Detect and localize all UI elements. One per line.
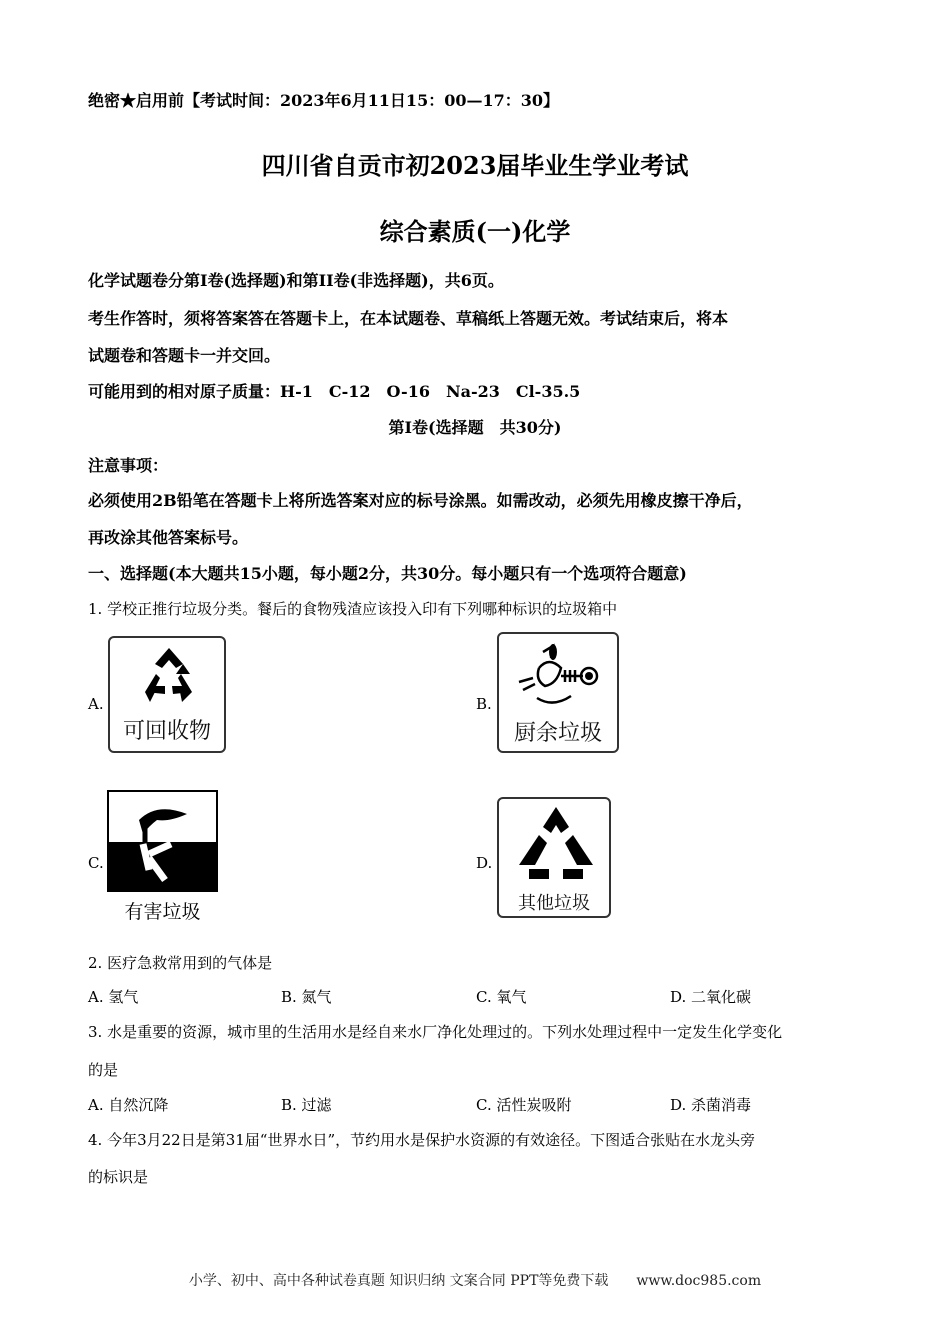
q3-option-c: C. 活性炭吸附 <box>476 1096 572 1114</box>
notice-title: 注意事项： <box>88 456 169 475</box>
q4-stem-line-1: 4. 今年3月22日是第31届“世界水日”，节约用水是保护水资源的有效途径。下图适合张贴在水龙头旁 <box>88 1131 756 1149</box>
section-heading: 第I卷(选择题 共30分) <box>388 418 562 437</box>
part-heading: 一、选择题(本大题共15小题，每小题2分，共30分。每小题只有一个选项符合题意) <box>88 564 687 583</box>
intro-line-3: 试题卷和答题卡一并交回。 <box>88 346 281 365</box>
q2-option-a: A. 氢气 <box>88 988 139 1006</box>
intro-line-1: 化学试题卷分第I卷(选择题)和第II卷(非选择题)，共6页。 <box>88 271 504 290</box>
footer-text: 小学、初中、高中各种试卷真题 知识归纳 文案合同 PPT等免费下载 www.doc985.com <box>188 1273 762 1289</box>
hazardous-icon <box>109 792 216 890</box>
exam-time-line: 绝密★启用前【考试时间：2023年6月11日15：00—17：30】 <box>88 91 559 110</box>
q3-stem-line-2: 的是 <box>88 1061 119 1079</box>
q3-option-d: D. 杀菌消毒 <box>670 1096 752 1114</box>
q4-stem-line-2: 的标识是 <box>88 1168 149 1186</box>
q1-option-d-letter: D. <box>476 854 493 872</box>
q2-option-d: D. 二氧化碳 <box>670 988 752 1006</box>
exam-subtitle: 综合素质(一)化学 <box>379 217 571 246</box>
q2-option-b: B. 氮气 <box>281 988 332 1006</box>
q1-option-a-sign[interactable] <box>108 636 226 753</box>
atomic-mass-line: 可能用到的相对原子质量：H-1 C-12 O-16 Na-23 Cl-35.5 <box>88 382 581 401</box>
recycle-icon <box>110 644 228 714</box>
q1-option-b-label: 厨余垃圾 <box>513 721 602 746</box>
exam-title: 四川省自贡市初2023届毕业生学业考试 <box>261 151 689 180</box>
q1-option-b-letter: B. <box>476 695 492 713</box>
q2-option-c: C. 氧气 <box>476 988 527 1006</box>
q1-option-a-label: 可回收物 <box>122 719 211 744</box>
q3-option-a: A. 自然沉降 <box>88 1096 169 1114</box>
q1-option-c-label: 有害垃圾 <box>124 901 201 923</box>
notice-line-1: 必须使用2B铅笔在答题卡上将所选答案对应的标号涂黑。如需改动，必须先用橡皮擦干净后， <box>88 491 753 510</box>
q1-option-b-sign[interactable] <box>497 632 619 753</box>
q3-stem-line-1: 3. 水是重要的资源，城市里的生活用水是经自来水厂净化处理过的。下列水处理过程中一定发生化学变化 <box>88 1023 783 1041</box>
food-waste-icon <box>499 638 621 718</box>
q1-option-d-label: 其他垃圾 <box>518 893 590 914</box>
q2-stem: 2. 医疗急救常用到的气体是 <box>88 954 273 972</box>
q1-option-c-letter: C. <box>88 854 104 872</box>
q1-option-a-letter: A. <box>88 695 104 713</box>
q1-option-c-sign[interactable] <box>107 790 218 892</box>
notice-line-2: 再改涂其他答案标号。 <box>88 528 249 547</box>
intro-line-2: 考生作答时，须将答案答在答题卡上，在本试题卷、草稿纸上答题无效。考试结束后，将本 <box>88 309 729 328</box>
other-waste-icon <box>499 801 613 887</box>
q1-option-d-sign[interactable] <box>497 797 611 918</box>
q3-option-b: B. 过滤 <box>281 1096 332 1114</box>
q1-stem: 1. 学校正推行垃圾分类。餐后的食物残渣应该投入印有下列哪种标识的垃圾箱中 <box>88 600 618 618</box>
